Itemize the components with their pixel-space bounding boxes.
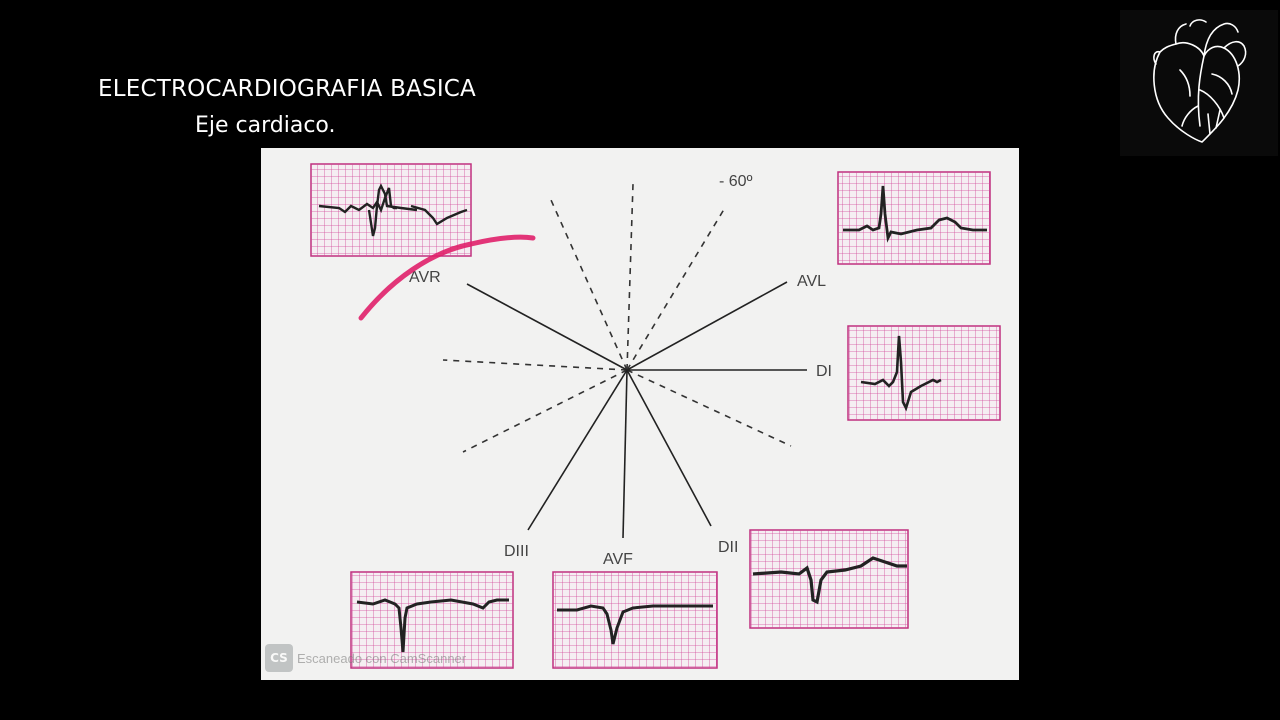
axis-dii [627,370,711,526]
ecg-strip-avf [553,572,717,668]
lead-label-avl: AVL [797,273,827,290]
ecg-axis-figure [261,148,1019,680]
camscanner-watermark [265,644,466,672]
anatomical-heart-icon [1120,10,1278,156]
camscanner-icon: CS [265,644,293,672]
axis-avf [623,370,627,538]
ecg-strip-dii [750,530,908,628]
axis-avl [627,282,787,370]
axis-avr [467,284,627,370]
hexaxial-diagram [261,148,1019,680]
ecg-strip-di [848,326,1000,420]
lead-label-di: DI [816,363,832,380]
lead-axes [467,282,807,538]
page-title: ELECTROCARDIOGRAFIA BASICA [98,76,476,102]
page-subtitle: Eje cardiaco. [195,113,336,138]
lead-label-avf: AVF [603,551,633,568]
lead-label-avr: AVR [409,269,441,286]
dashed-axis-lines [443,184,791,452]
ecg-strip-avl [838,172,990,264]
ecg-strip-avr [311,164,471,256]
angle-label-minus-60: - 60º [719,173,753,190]
lead-label-diii: DIII [504,543,529,560]
watermark-text: Escaneado con CamScanner [297,650,467,666]
lead-label-dii: DII [718,539,739,556]
axis-diii [528,370,627,530]
